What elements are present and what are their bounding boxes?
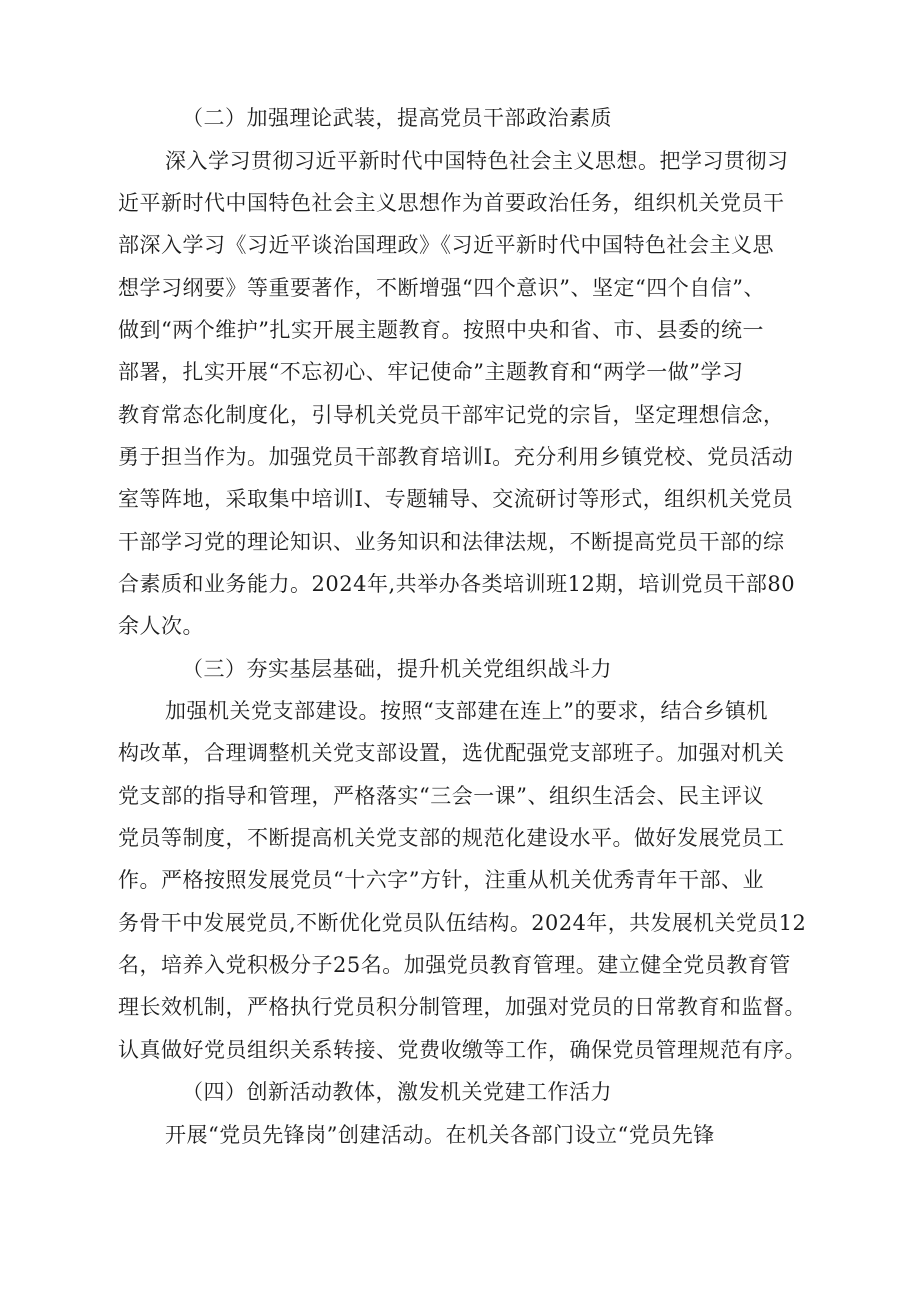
paragraph-line: 理长效机制，严格执行党员积分制管理，加强对党员的日常教育和监督。 xyxy=(118,995,806,1019)
section-heading: （四）创新活动教体，激发机关党建工作活力 xyxy=(182,1080,612,1104)
paragraph-line: 干部学习党的理论知识、业务知识和法律法规，不断提高党员干部的综 xyxy=(118,530,785,554)
paragraph-line: 开展“党员先锋岗”创建活动。在机关各部门设立“党员先锋 xyxy=(165,1123,715,1147)
paragraph-line: 务骨干中发展党员,不断优化党员队伍结构。2024年，共发展机关党员12 xyxy=(118,911,807,935)
paragraph-line: 部署，扎实开展“不忘初心、牢记使命”主题教育和“两学一做”学习 xyxy=(118,360,744,384)
paragraph-line: 党员等制度，不断提高机关党支部的规范化建设水平。做好发展党员工 xyxy=(118,826,785,850)
section-heading: （三）夯实基层基础，提升机关党组织战斗力 xyxy=(182,657,612,681)
paragraph-line: 部深入学习《习近平谈治国理政》《习近平新时代中国特色社会主义思 xyxy=(118,233,774,257)
section-heading: （二）加强理论武装，提高党员干部政治素质 xyxy=(182,106,612,130)
paragraph-line: 做到“两个维护”扎实开展主题教育。按照中央和省、市、县委的统一 xyxy=(118,318,764,342)
paragraph-line: 近平新时代中国特色社会主义思想作为首要政治任务，组织机关党员干 xyxy=(118,191,785,215)
paragraph-line: 认真做好党员组织关系转接、党费收缴等工作，确保党员管理规范有序。 xyxy=(118,1038,806,1062)
paragraph-line: 想学习纲要》等重要著作，不断增强“四个意识”、坚定“四个自信”、 xyxy=(118,276,765,300)
paragraph-line: 加强机关党支部建设。按照“支部建在连上”的要求，结合乡镇机 xyxy=(165,699,768,723)
paragraph-line: 余人次。 xyxy=(118,614,204,638)
paragraph-line: 深入学习贯彻习近平新时代中国特色社会主义思想。把学习贯彻习 xyxy=(165,149,789,173)
paragraph-line: 合素质和业务能力。2024年,共举办各类培训班12期，培训党员干部80 xyxy=(118,572,796,596)
paragraph-line: 教育常态化制度化，引导机关党员干部牢记党的宗旨，坚定理想信念， xyxy=(118,403,785,427)
paragraph-line: 勇于担当作为。加强党员干部教育培训I。充分利用乡镇党校、党员活动 xyxy=(118,445,794,469)
paragraph-line: 作。严格按照发展党员“十六字”方针，注重从机关优秀青年干部、业 xyxy=(118,868,764,892)
paragraph-line: 名，培养入党积极分子25名。加强党员教育管理。建立健全党员教育管 xyxy=(118,953,791,977)
paragraph-line: 党支部的指导和管理，严格落实“三会一课”、组织生活会、民主评议 xyxy=(118,784,764,808)
paragraph-line: 室等阵地，采取集中培训I、专题辅导、交流研讨等形式，组织机关党员 xyxy=(118,487,794,511)
paragraph-line: 构改革，合理调整机关党支部设置，选优配强党支部班子。加强对机关 xyxy=(118,741,785,765)
